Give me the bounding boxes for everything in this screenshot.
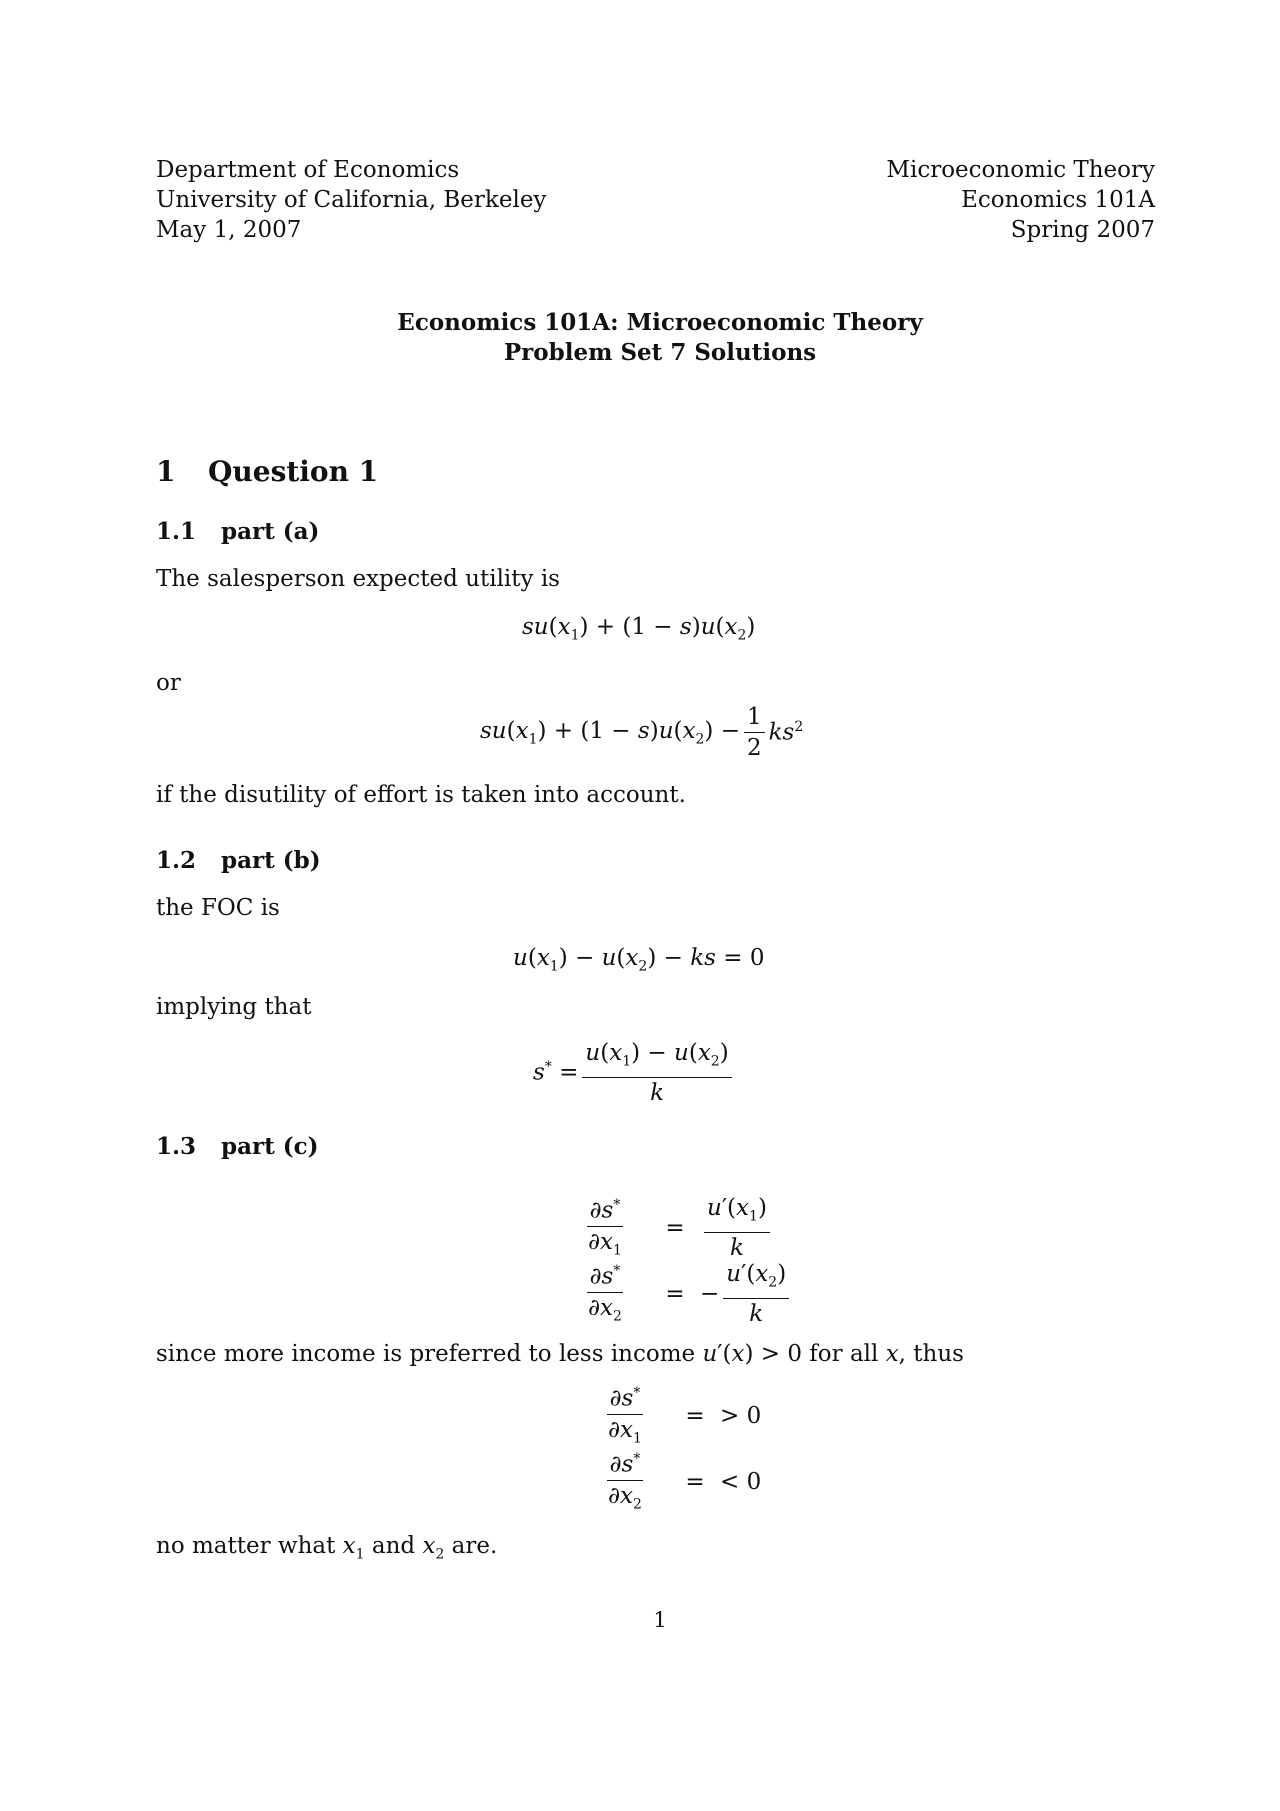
subsection-title: part (c) <box>221 1133 319 1160</box>
header-department: Department of Economics <box>156 157 460 183</box>
text-fragment: no matter what <box>156 1533 343 1559</box>
equation-utility-with-effort: $su(x_1) + (1 - s)u(x_2)$ − $\frac{1}{2}$ $ks^2$ <box>480 704 804 761</box>
header-course-name: Microeconomic Theory <box>886 157 1155 183</box>
paragraph: or <box>156 670 181 696</box>
paragraph: implying that <box>156 994 312 1020</box>
text-fragment: for all <box>801 1341 886 1367</box>
text-fragment: and <box>364 1533 423 1559</box>
text-fragment: , thus <box>898 1341 964 1367</box>
paragraph: the FOC is <box>156 895 280 921</box>
paragraph-income: since more income is preferred to less income u′(x) > 0 for all x, thus <box>156 1341 964 1367</box>
section-title: Question 1 <box>208 455 379 488</box>
subsection-number: 1.1 <box>156 518 197 545</box>
header-term: Spring 2007 <box>1010 217 1155 243</box>
title-line-1: Economics 101A: Microeconomic Theory <box>397 309 923 336</box>
equation-expected-utility: $su(x_1) + (1 - s)u(x_2)$ <box>522 614 756 644</box>
subsection-heading-b <box>156 847 321 874</box>
header-course-code: Economics 101A <box>961 187 1155 213</box>
subsection-title: part (b) <box>221 847 321 874</box>
subsection-title: part (a) <box>221 518 320 545</box>
subsection-heading-a <box>156 518 319 545</box>
equation-foc: $u(x_1) - u(x_2)$ − ks = 0 <box>513 945 765 975</box>
text-fragment: since more income is preferred to less income <box>156 1341 703 1367</box>
equation-signs: $\frac{\partial s^*}{\partial x_1}$ = > 0 $\frac{\partial s^*}{\partial x_2}$ = < 0 <box>580 1383 761 1515</box>
paragraph: The salesperson expected utility is <box>156 566 560 592</box>
header-left <box>156 155 546 245</box>
subsection-number: 1.3 <box>156 1133 197 1160</box>
section-number: 1 <box>156 455 176 488</box>
subsection-number: 1.2 <box>156 847 197 874</box>
header-university: University of California, Berkeley <box>156 187 547 213</box>
paragraph-conclusion: no matter what $x_1$ and $x_2$ are. <box>156 1533 498 1563</box>
title-line-2: Problem Set 7 Solutions <box>503 339 817 366</box>
equation-derivatives: $\frac{\partial s^*}{\partial x_1}$ = $\frac{u'(x_1)}{k}$ $\frac{\partial s^*}{\partial x_2}$ = − $\frac{u'(x_2)}{k}$ <box>560 1195 793 1327</box>
subsection-heading-c <box>156 1133 319 1160</box>
section-heading <box>156 455 378 488</box>
paragraph: if the disutility of effort is taken into account. <box>156 782 686 808</box>
page-number: 1 <box>653 1608 667 1632</box>
text-fragment: are. <box>444 1533 498 1559</box>
header-date: May 1, 2007 <box>156 217 302 243</box>
document-title <box>0 308 1280 368</box>
equation-s-star: s* = $\frac{u(x_1) - u(x_2)}{k}$ <box>533 1040 736 1106</box>
header-right <box>886 155 1155 245</box>
